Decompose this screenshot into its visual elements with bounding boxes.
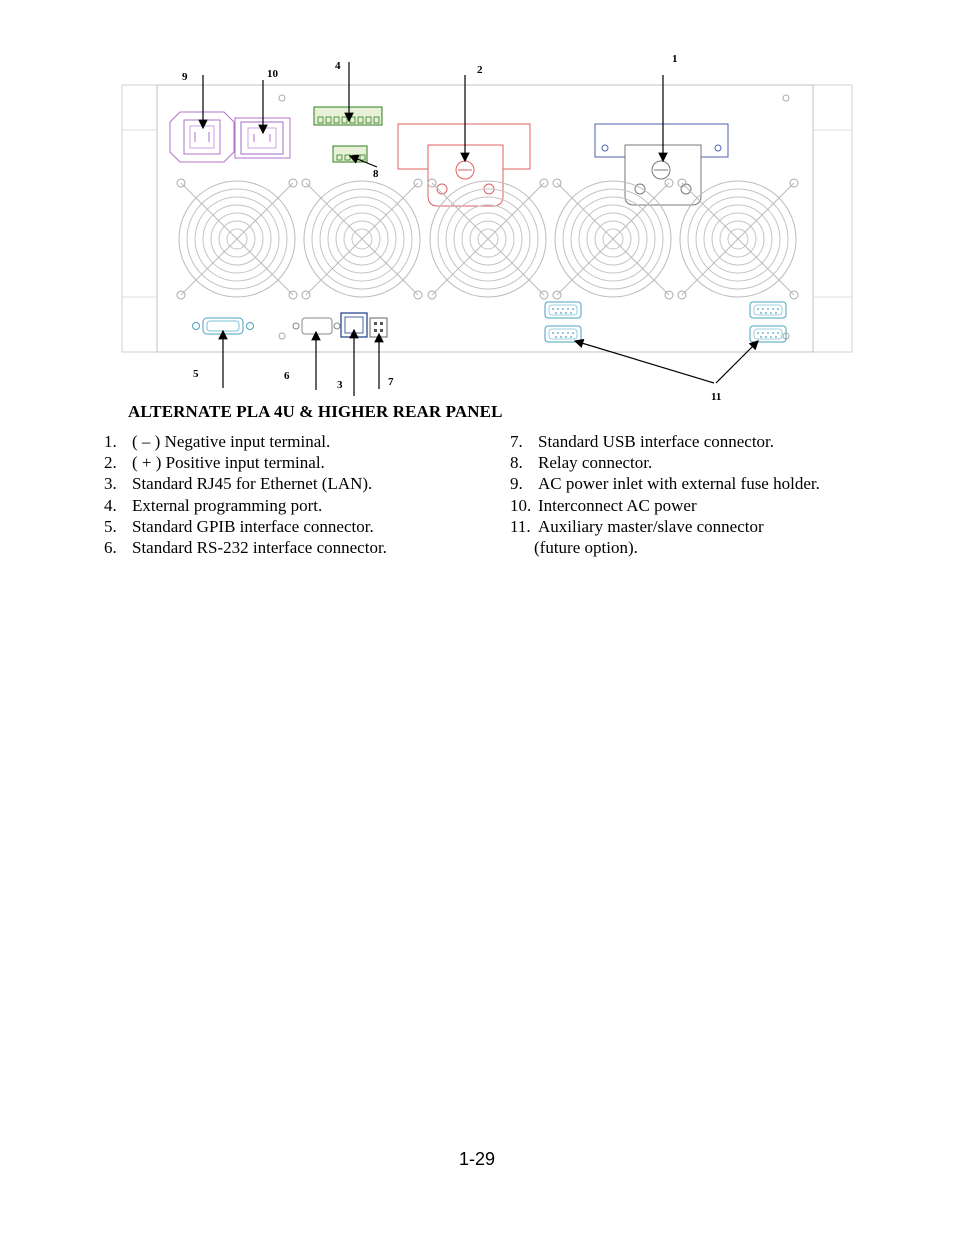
item-number: 11.	[510, 516, 531, 536]
rs232-connector	[293, 318, 340, 334]
item-number: 4.	[104, 495, 117, 515]
item-text: Auxiliary master/slave connector	[538, 516, 764, 536]
item-text: AC power inlet with external fuse holder.	[538, 474, 820, 494]
item-number: 5.	[104, 516, 117, 536]
item-text: ( – ) Negative input terminal.	[132, 432, 331, 451]
rear-panel-diagram	[0, 0, 954, 400]
cooling-fan	[177, 179, 297, 299]
item-text: ( + ) Positive input terminal.	[132, 453, 325, 473]
callout-8: 8	[373, 168, 379, 180]
item-text: Relay connector.	[538, 453, 653, 473]
callout-9: 9	[182, 71, 188, 83]
item-number: 6.	[104, 537, 117, 557]
item-number: 1.	[104, 432, 117, 451]
callout-1: 1	[672, 53, 678, 65]
item-number: 8.	[510, 453, 523, 473]
negative-input-terminal	[595, 124, 728, 205]
item-text: Interconnect AC power	[538, 495, 697, 515]
cooling-fan	[428, 179, 548, 299]
item-number: 7.	[510, 432, 523, 451]
item-text: External programming port.	[132, 495, 323, 515]
item-number: 10.	[510, 495, 532, 515]
list-item	[510, 516, 820, 537]
item-number: 2.	[104, 453, 117, 473]
item-number: 3.	[104, 474, 117, 494]
item-text: Standard GPIB interface connector.	[132, 516, 374, 536]
list-item	[510, 431, 820, 452]
item-text: Standard RS-232 interface connector.	[132, 537, 387, 557]
master-slave-connector	[545, 326, 581, 342]
item-text: Standard USB interface connector.	[538, 432, 775, 451]
figure-caption: ALTERNATE PLA 4U & HIGHER REAR PANEL	[128, 402, 503, 421]
legend-list-right	[510, 431, 820, 558]
list-item	[510, 495, 820, 516]
master-slave-connector	[545, 302, 581, 318]
list-item	[104, 431, 387, 452]
list-item	[104, 495, 387, 516]
cooling-fan	[302, 179, 422, 299]
callout-5: 5	[193, 368, 199, 380]
external-programming-port	[314, 107, 382, 125]
page-number: 1-29	[458, 1149, 496, 1169]
list-item	[104, 537, 387, 558]
relay-connector	[333, 146, 367, 162]
list-item-continuation	[510, 537, 820, 558]
callout-7: 7	[388, 376, 394, 388]
item-text: Standard RJ45 for Ethernet (LAN).	[132, 474, 373, 494]
rear-panel-chassis	[122, 85, 852, 352]
ac-power-inlet-fuse	[170, 112, 234, 162]
cooling-fan	[553, 179, 673, 299]
callout-6: 6	[284, 370, 290, 382]
list-item	[510, 473, 820, 494]
callout-4: 4	[335, 60, 341, 72]
list-item	[104, 452, 387, 473]
legend-list-left	[104, 431, 387, 558]
master-slave-connector	[750, 326, 786, 342]
callout-10: 10	[267, 68, 278, 80]
master-slave-connector	[750, 302, 786, 318]
callout-3: 3	[337, 379, 343, 391]
list-item	[510, 452, 820, 473]
item-text: (future option).	[534, 537, 638, 557]
cooling-fan	[678, 179, 798, 299]
callout-2: 2	[477, 64, 483, 76]
list-item	[104, 516, 387, 537]
list-item	[104, 473, 387, 494]
item-number: 9.	[510, 474, 523, 494]
callout-11: 11	[711, 391, 722, 400]
